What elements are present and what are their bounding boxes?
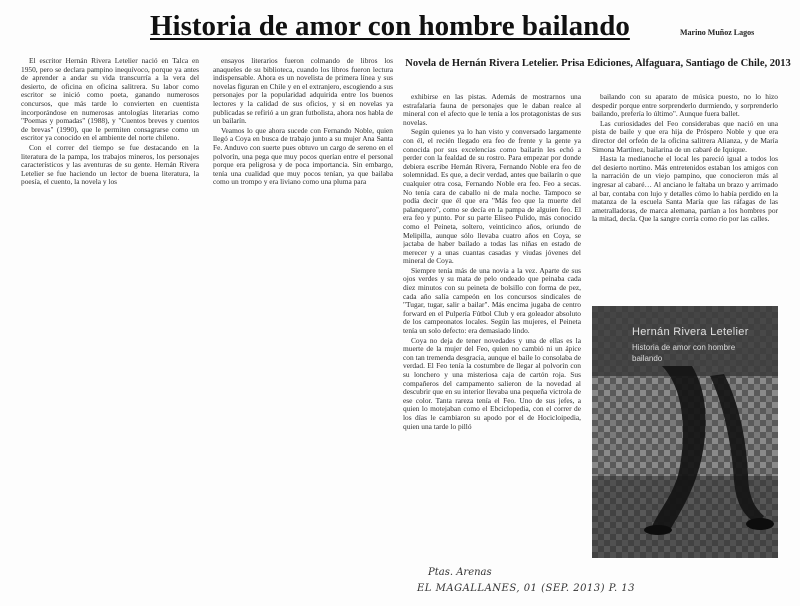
article-paragraph: Veamos lo que ahora sucede con Fernando Noble, quien llegó a Coya en busca de trabajo junto a su mujer Ana Santa Fe. Anduvo con suerte pues obtuvo un cargo de sereno en el polvorín, una pega que muy pocos querían entre el personal porque era peligrosa y de poca importancia. Sin embargo, tenía una cualidad que muy pocos tenían, ya que bailaba como un trompo y era liviano como una pluma para [213,125,393,187]
article-paragraph: Siempre tenía más de una novia a la vez. Aparte de sus ojos verdes y su mata de pelo ondeado que peinaba cada diez minutos con su peineta de bolsillo con forma de pez, cada año salía campeón en los concursos sindicales de "Tugar, tugar, salir a bailar". Más encima jugaba de centro forward en el Pulpería Fútbol Club y era goleador absoluto de los campeonatos locales. Según las mujeres, el Peineta tenía un solo defecto: era demasiado lindo. [403,265,581,336]
article-column-2 [213,57,393,257]
headline: Historia de amor con hombre bailando [150,10,630,42]
article-paragraph: Las curiosidades del Feo considerabas que nació en una pista de baile y que era hija de Próspero Noble y que era director del orfeón de la oficina salitrera Alianza, y de María Simona Martínez, bailarina de un cabaré de Iquique. [592,118,778,154]
book-cover-photo [592,306,778,558]
article-paragraph: exhibirse en las pistas. Además de mostrarnos una estrafalaria fauna de personajes que le daban realce al mineral con el afecto que le tenía a los protagonistas de sus novelas. [403,93,581,127]
article-paragraph: El escritor Hernán Rivera Letelier nació en Talca en 1950, pero se declara pampino inequívoco, porque ya antes de aprender a andar su vida transcurría a la vera del desierto, de oficina en oficina salitrera. Su labor como escritor se inició como poeta, ganando numerosos concursos, que más tarde lo convierten en cuentista incorporándose en numerosas antologías literarias como "Poemas y pomadas" (1988), y "Cuentos breves y cuentos de brevas" (1990), que le permiten consagrarse como un escritor ya conocido en el ambiente del norte chileno. [21,57,199,143]
article-column-3 [403,93,581,561]
article-column-4 [592,93,778,301]
author-byline: Marino Muñoz Lagos [680,28,755,37]
cover-subtitle: bailando [632,354,663,363]
article-paragraph: Según quienes ya lo han visto y conversado largamente con él, el recién llegado era feo de frente y la gente ya conocida por sus excelencias como bailarín les echó a perder con la fealdad de su rostro. Para empezar por donde debiera escribe Hernán Rivera, Fernando Noble era feo de solemnidad. Es que, a decir verdad, antes que bailarín o que cualquier otra cosa, Fernando Noble era feo. Feo a secas. No tenía cara de caballo ni de mala noche. Tampoco se podía decir que él que era "Más feo que la muerte del palanquero", como se decía en la pampa de alguien feo. El era feo y punto. Por su parte Eliseo Pulido, más conocido como el Peineta, soltero, veinticinco años, oriundo de Melipilla, aunque sólo llevaba cuatro años en Coya, se jactaba de haber bailado a todas las niñas en estado de merecer y a unas cuantas casadas y viudas jóvenes del mineral de Coya. [403,127,581,266]
book-subheading: Novela de Hernán Rivera Letelier. Prisa Ediciones, Alfaguara, Santiago de Chile, 2013 [405,58,791,69]
article-paragraph: Con el correr del tiempo se fue destacando en la literatura de la pampa, los trabajos mineros, los personajes característicos y las aventuras de su gente. Hernán Rivera Letelier se fue haciendo un lector de buena literatura, la poesía, el cuento, la novela y los [21,142,199,187]
cover-author: Hernán Rivera Letelier [632,326,749,338]
article-paragraph: Coya no deja de tener novedades y una de ellas es la muerte de la mujer del Feo, quien no cambió ni un ápice con tan tremenda desgracia, aunque el baile lo consolaba de verdad. El Feo tenía la costumbre de llegar al polvorín con su lonchero y una misteriosa caja de cartón roja. Sus compañeros del campamento salieron de la novedad al descubrir que en su interior llevaba una pequeña victrola de ese color. Tanta rareza tenía el Feo. Uno de sus jefes, a quien lo motejaban como el Ebciclopedia, con el correr de los días le cambiaron su apodo por el de Hocicloipedia, quien una tarde lo pilló [403,335,581,431]
article-paragraph: ensayos literarios fueron colmando de libros los anaqueles de su biblioteca, cuando los libros fueron lectura indispensable. Ahora es un novelista de primera línea y sus novelas figuran en Chile y en el extranjero, escogiendo a sus personajes por la popularidad adquirida entre los buenos lectores y la calidad de sus oficios, y si en novelas ya publicadas se refirió a un gran futbolista, ahora nos habla de un bailarín. [213,57,393,126]
article-paragraph: Hasta la medianoche el local les pareció igual a todos los del desierto nortino. Más entretenidos estaban los amigos con la narración de un viejo pampino, que conocieron más al ingresar al cabaré… Al anciano le faltaba un brazo y arrimado al bar, contaba con lujo y detalles cómo lo había perdido en la matanza de la escuela Santa María que las ráfagas de las ametralladoras, de marca alemana, partían a los hombres por la mitad, decía. Que la sangre corría como río por las calles. [592,154,778,224]
cover-title: Historia de amor con hombre [632,343,736,352]
article-paragraph: bailando con su aparato de música puesto, no lo hizo despedir porque entre sorprenderlo durmiendo, y sorprenderlo bailando, prefería lo último". Aunque fuera ballet. [592,93,778,119]
handwritten-location: Ptas. Arenas [428,567,492,578]
article-column-1 [21,57,199,257]
handwritten-source: EL MAGALLANES, 01 (SEP. 2013) P. 13 [417,583,636,594]
